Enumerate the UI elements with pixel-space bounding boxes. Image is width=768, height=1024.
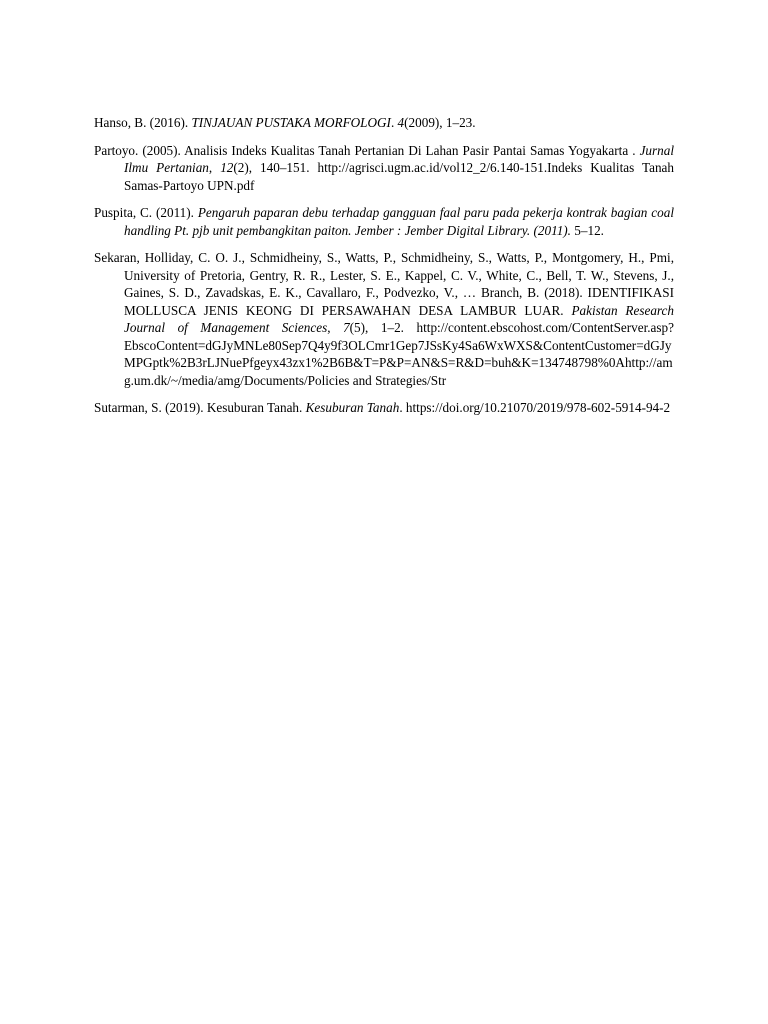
reference-text: (2), 140–151. http://agrisci.ugm.ac.id/vol12_2/6.140-151.Indeks Kualitas Tanah Samas-Partoyo UPN.pdf: [124, 160, 674, 193]
reference-text: Puspita, C. (2011).: [94, 205, 198, 220]
reference-text: ,: [208, 160, 221, 175]
reference-entry: [94, 204, 674, 239]
reference-text: Sutarman, S. (2019). Kesuburan Tanah.: [94, 400, 306, 415]
reference-volume: 12: [220, 160, 234, 175]
reference-volume: 7: [343, 320, 350, 335]
reference-entry: [94, 249, 674, 389]
reference-text: ,: [327, 320, 344, 335]
reference-title: TINJAUAN PUSTAKA MORFOLOGI: [191, 115, 391, 130]
reference-title: Pengaruh paparan debu terhadap gangguan faal paru pada pekerja kontrak bagian coal handling Pt. pjb unit pembangkitan paiton. Jember : Jember Digital Library. (2011).: [124, 205, 674, 238]
reference-text: . https://doi.org/10.21070/2019/978-602-5914-94-2: [399, 400, 671, 415]
reference-text: (5), 1–2. http://content.ebscohost.com/ContentServer.asp?EbscoContent=dGJyMNLe80Sep7Q4y9f3OLCmr1Gep7JSsKy4Sa6WxWXS&ContentCustomer=dGJyMPGptk%2B3rLJNuePfgeyx43zx1%2B6B&T=P&P=AN&S=R&D=buh&K=134748798%0Ahttp://amg.um.dk/~/media/amg/Documents/Policies and Strategies/Str: [124, 320, 674, 388]
reference-text: .: [390, 115, 398, 130]
reference-entry: [94, 399, 674, 417]
reference-entry: [94, 142, 674, 195]
reference-text: 5–12.: [570, 222, 604, 238]
reference-text: Hanso, B. (2016).: [94, 115, 192, 130]
reference-text: Partoyo. (2005). Analisis Indeks Kualitas Tanah Pertanian Di Lahan Pasir Pantai Samas Yogyakarta .: [94, 142, 640, 158]
reference-journal: Pakistan Research Journal of Management Sciences: [124, 302, 675, 335]
reference-text: (2009), 1–23.: [404, 115, 476, 130]
reference-journal: Jurnal Ilmu Pertanian: [124, 142, 674, 175]
reference-title: Kesuburan Tanah: [305, 400, 400, 415]
reference-list: [94, 114, 674, 427]
reference-entry: [94, 114, 674, 132]
reference-volume: 4: [397, 115, 405, 130]
reference-text: Sekaran, Holliday, C. O. J., Schmidheiny, S., Watts, P., Schmidheiny, S., Watts, P., Montgomery, H., Pmi, University of Pretoria, Gentry, R. R., Lester, S. E., Kappel, C. V., White, C., Bell, T. W., Stevens, J., Gaines, S. D., Zavadskas, E. K., Cavallaro, F., Podvezko, V., … Branch, B. (2018). IDENTIFIKASI MOLLUSCA JENIS KEONG DI PERSAWAHAN DESA LAMBUR LUAR.: [94, 250, 674, 318]
